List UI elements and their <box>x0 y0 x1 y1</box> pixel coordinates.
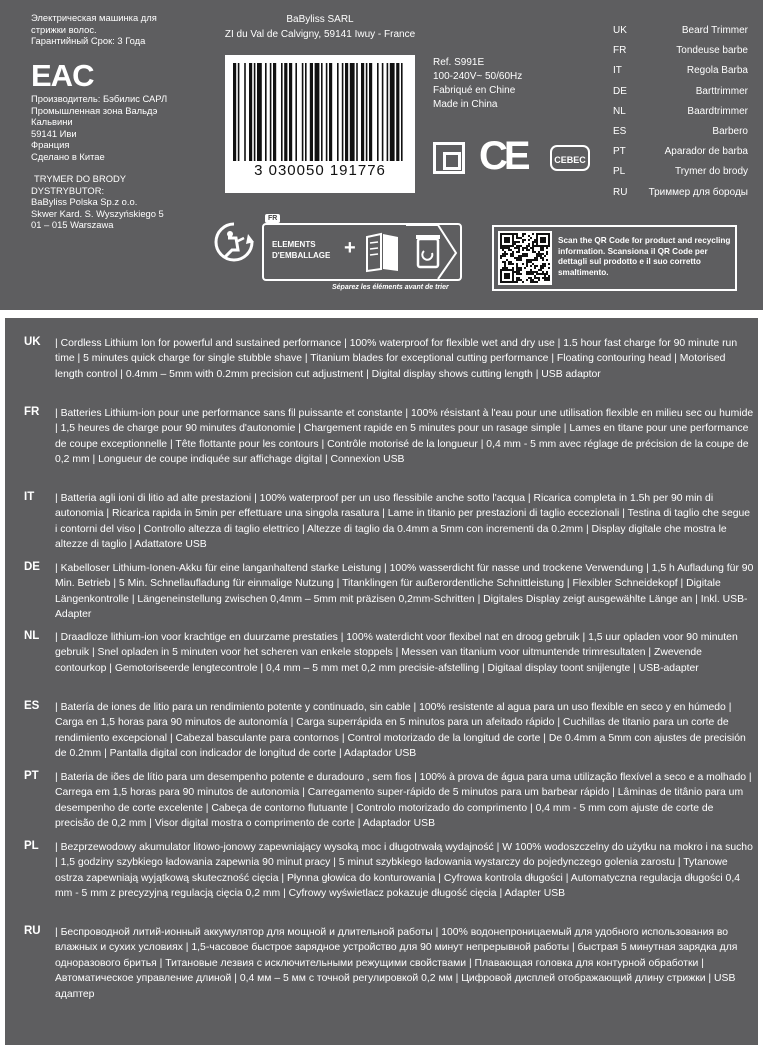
section-code: ES <box>24 700 40 712</box>
pl-distributor <box>31 173 206 231</box>
language-code: ES <box>613 125 627 137</box>
reference-block <box>433 56 522 112</box>
section-text: | Kabelloser Lithium-Ionen-Akku für eine langanhaltend starke Leistung | 100% wasserdicht für nasse und trockene Verwendung | 1,5 h Aufladung für 90 Min. Betrieb | 5 Min. Schnellaufladung für einmalige Nutzung | Titanklingen für außerordentliche Schnittleistung | Flexibler Schneidekopf | Digitale Längenkontrolle | Längeneinstellung zwischen 0,4mm – 5mm mit präzisen 0,2mm-Schritten | Digitales Display zeigt ausgewählte Länge an | Inkl. USB-Adapter <box>55 563 754 621</box>
language-row <box>613 126 748 146</box>
language-code: PL <box>613 166 626 178</box>
language-code: IT <box>613 65 622 77</box>
ru-info-line: стрижки волос. <box>31 23 97 35</box>
language-code: UK <box>613 25 627 36</box>
elements-line2: D'EMBALLAGE <box>272 251 331 260</box>
ref-line: Made in China <box>433 99 498 110</box>
triman-recycling-icon <box>210 220 258 264</box>
features-panel <box>5 318 758 1045</box>
plus-sign: + <box>344 237 356 259</box>
leaflet-icon <box>364 231 402 273</box>
ref-line: Ref. S991E <box>433 57 485 68</box>
separate-instruction: Séparez les éléments avant de trier <box>332 284 449 291</box>
language-row <box>613 166 748 186</box>
eac-mark: EAC <box>31 58 94 93</box>
language-product-name: Aparador de barba <box>664 146 748 158</box>
elements-line1: ELEMENTS <box>272 240 316 249</box>
language-row <box>613 106 748 126</box>
packaging-elements-label <box>272 239 330 261</box>
language-product-name: Trymer do brody <box>675 166 748 178</box>
ru-manufacturer <box>31 93 206 162</box>
ru-info-line: Гарантийный Срок: 3 Года <box>31 35 146 46</box>
ru-manufacturer-line: Сделано в Китае <box>31 150 105 162</box>
pl-distributor-line: Skwer Kard. S. Wyszyńskiego 5 <box>31 207 164 219</box>
packaging-sorting-box <box>262 223 462 281</box>
ref-line: 100-240V~ 50/60Hz <box>433 71 523 82</box>
language-product-name: Barttrimmer <box>695 85 748 97</box>
ru-manufacturer-line: Франция <box>31 139 70 150</box>
cebec-mark: CEBEC <box>550 145 590 171</box>
section-code: FR <box>24 406 40 418</box>
qr-instruction: Scan the QR Code for product and recycling information. Scansiona il QR Code per dettagli sul prodotto e il suo corretto smaltimento. <box>558 236 731 277</box>
language-code: NL <box>613 105 626 117</box>
certification-marks <box>433 134 593 178</box>
fr-badge: FR <box>265 214 280 223</box>
language-product-name: Barbero <box>712 125 748 137</box>
section-code: PL <box>24 840 39 852</box>
barcode-digits: 3 030050 191776 <box>254 162 386 179</box>
ru-product-info <box>31 12 206 47</box>
ru-manufacturer-line: Производитель: Бэбилис САРЛ <box>31 93 168 104</box>
ru-manufacturer-line: Кальвини <box>31 116 73 127</box>
company-address: ZI du Val de Calvigny, 59141 Iwuy - France <box>224 29 416 40</box>
section-text: | Batteries Lithium-ion pour une performance sans fil puissante et constante | 100% résistant à l'eau pour une utilisation flexible en milieu sec ou humide | 1,5 heures de charge pour 90 minutes d'autonomie | Chargement rapide en 5 minutes pour un rasage simple | Lames en titane pour une performance de coupe exceptionnelle | Tête flottante pour les contours | Contrôle motorisé de la longueur | 0,4 mm - 5 mm avec réglage de précision de la coupe de 0,2 mm | Longueur de coupe indiquée sur affichage digital | Connexion USB <box>55 408 754 466</box>
section-text: | Batteria agli ioni di litio ad alte prestazioni | 100% waterproof per un uso flessibile anche sotto l'acqua | Ricarica completa in 1.5h per 90 min di autonomia | Ricarica rapida in 5min per effettuare una singola rasatura | Lame in titanio per prestazioni di taglio eccezionali | Testina di taglio che segue i contorni del viso | Controllo altezza di taglio elettrico | Altezze di taglio da 0.4mm a 5mm con incrementi da 0.2mm | Display digitale che mostra le altezze di taglio | Adattatore USB <box>55 493 751 551</box>
barcode <box>225 55 415 193</box>
language-row <box>613 45 748 65</box>
language-row <box>613 187 748 207</box>
language-row <box>613 25 748 45</box>
language-code: RU <box>613 186 628 198</box>
section-text: | Bezprzewodowy akumulator litowo-jonowy zapewniający wysoką moc i długotrwałą wydajność | W 100% wodoszczelny do użytku na mokro i na sucho | 1,5 godziny szybkiego ładowania zapewnia 90 minut pracy | 5 minut szybkiego ładowania wystarczy do pojedynczego golenia zarostu | Tytanowe ostrza zapewniają wyjątkową skuteczność cięcia | Płynna głowica do konturowania | Cyfrowa kontrola długości | Automatyczna regulacja długości 0,4 mm - 5 mm z precyzyjną regulacją cięcia 0,2 mm | Cyfrowy wyświetlacz pokazuje długość cięcia | Adapter USB <box>55 842 753 900</box>
company-block <box>210 12 430 42</box>
language-row <box>613 65 748 85</box>
language-product-name: Regola Barba <box>686 65 748 77</box>
barcode-bars <box>233 63 407 161</box>
company-name: BaByliss SARL <box>286 14 354 25</box>
section-text: | Draadloze lithium-ion voor krachtige en duurzame prestaties | 100% waterdicht voor flexibel nat en droog gebruik | 1,5 uur opladen voor 90 minuten gebruik | Snel opladen in 5 minuten voor het scheren van enkele stoppels | Messen van titanium voor uitmuntende trimresultaten | Zwevende contourkop | Gemotoriseerde lengtecontrole | 0,4 mm – 5 mm met 0,2 mm precisie-afstelling | Digitaal display toont snijlengte | USB-adapter <box>55 632 738 674</box>
section-code: RU <box>24 925 41 937</box>
arrow-bin-icon <box>404 225 460 281</box>
language-row <box>613 86 748 106</box>
section-code: NL <box>24 630 40 642</box>
pl-distributor-line: 01 – 015 Warszawa <box>31 219 114 230</box>
section-code: UK <box>24 336 41 348</box>
language-product-name: Триммер для бороды <box>648 186 748 198</box>
language-product-name: Baardtrimmer <box>687 105 748 117</box>
pl-distributor-line: BaByliss Polska Sp.z o.o. <box>31 196 138 207</box>
language-code: PT <box>613 146 626 158</box>
language-code: DE <box>613 85 627 97</box>
qr-code-icon <box>498 231 552 285</box>
section-text: | Cordless Lithium Ion for powerful and sustained performance | 100% waterproof for flexible wet and dry use | 1.5 hour fast charge for 90 minute run time | 5 minutes quick charge for single stubble shave | Titanium blades for exceptional cutting performance | Floating contouring head | Motorised length control | 0.4mm – 5mm with 0.2mm precision cut adjustment | Digital display shows cutting length | USB adaptor <box>55 338 738 380</box>
ce-mark: CE <box>479 134 527 178</box>
ref-line: Fabriqué en Chine <box>433 85 516 96</box>
language-row <box>613 146 748 166</box>
ru-manufacturer-line: 59141 Иви <box>31 127 77 139</box>
language-product-name: Beard Trimmer <box>681 25 748 36</box>
language-product-name: Tondeuse barbe <box>676 45 748 57</box>
language-code: FR <box>613 45 627 57</box>
section-code: PT <box>24 770 39 782</box>
pl-distributor-line: DYSTRYBUTOR: <box>31 184 105 196</box>
qr-code-box <box>492 225 737 291</box>
ru-info-line: Электрическая машинка для <box>31 12 157 23</box>
ru-manufacturer-line: Промышленная зона Вальдэ <box>31 104 158 116</box>
section-code: IT <box>24 491 35 503</box>
section-text: | Беспроводной литий-ионный аккумулятор для мощной и длительной работы | 100% водонепроницаемый для удобного использования во влажных и сухих условиях | 1,5-часовое быстрое зарядное устройство для 90 минут непрерывной работы | быстрая 5 минутная зарядка для одноразового бритья | Титановые лезвия с исключительными режущими свойствами | Плавающая головка для контурной обработки | Автоматическое управление длиной | 0,4 мм – 5 мм с точной регулировкой 0,2 мм | Цифровой дисплей отображающий длину стрижки | USB адаптер <box>55 927 738 1000</box>
language-list <box>613 25 748 207</box>
pl-distributor-line: TRYMER DO BRODY <box>34 173 127 184</box>
double-insulation-icon <box>433 142 465 174</box>
section-text: | Batería de iones de litio para un rendimiento potente y continuado, sin cable | 100% resistente al agua para un uso flexible en seco y en húmedo | Carga en 1,5 horas para 90 minutos de autonomía | Carga superrápida en 5 minutos para un afeitado rápido | Cuchillas de titanio para un corte de rendimiento excepcional | Cabezal basculante para contornos | Control motorizado de la longitud de corte | De 0.4mm a 5mm con ajustes de precisión de 0.2mm | Pantalla digital con indicador de longitud de corte | Adaptador USB <box>55 702 746 760</box>
section-text: | Bateria de iões de lítio para um desempenho potente e duradouro , sem fios | 100% à prova de água para uma utilização flexível a seco e a molhado | Carrega em 1,5 horas para 90 minutos de autonomia | Carregamento super-rápido de 5 minutos para um barbear rápido | Lâminas de titânio para um desempenho de corte excelente | Cabeça de contorno flutuante | Controlo motorizado do comprimento | 0,4 mm - 5 mm com ajuste de corte de precisão de 0,2 mm | Visor digital mostra o comprimento de corte | Adaptador USB <box>55 772 752 830</box>
packaging-top-panel <box>0 0 763 310</box>
section-code: DE <box>24 561 40 573</box>
